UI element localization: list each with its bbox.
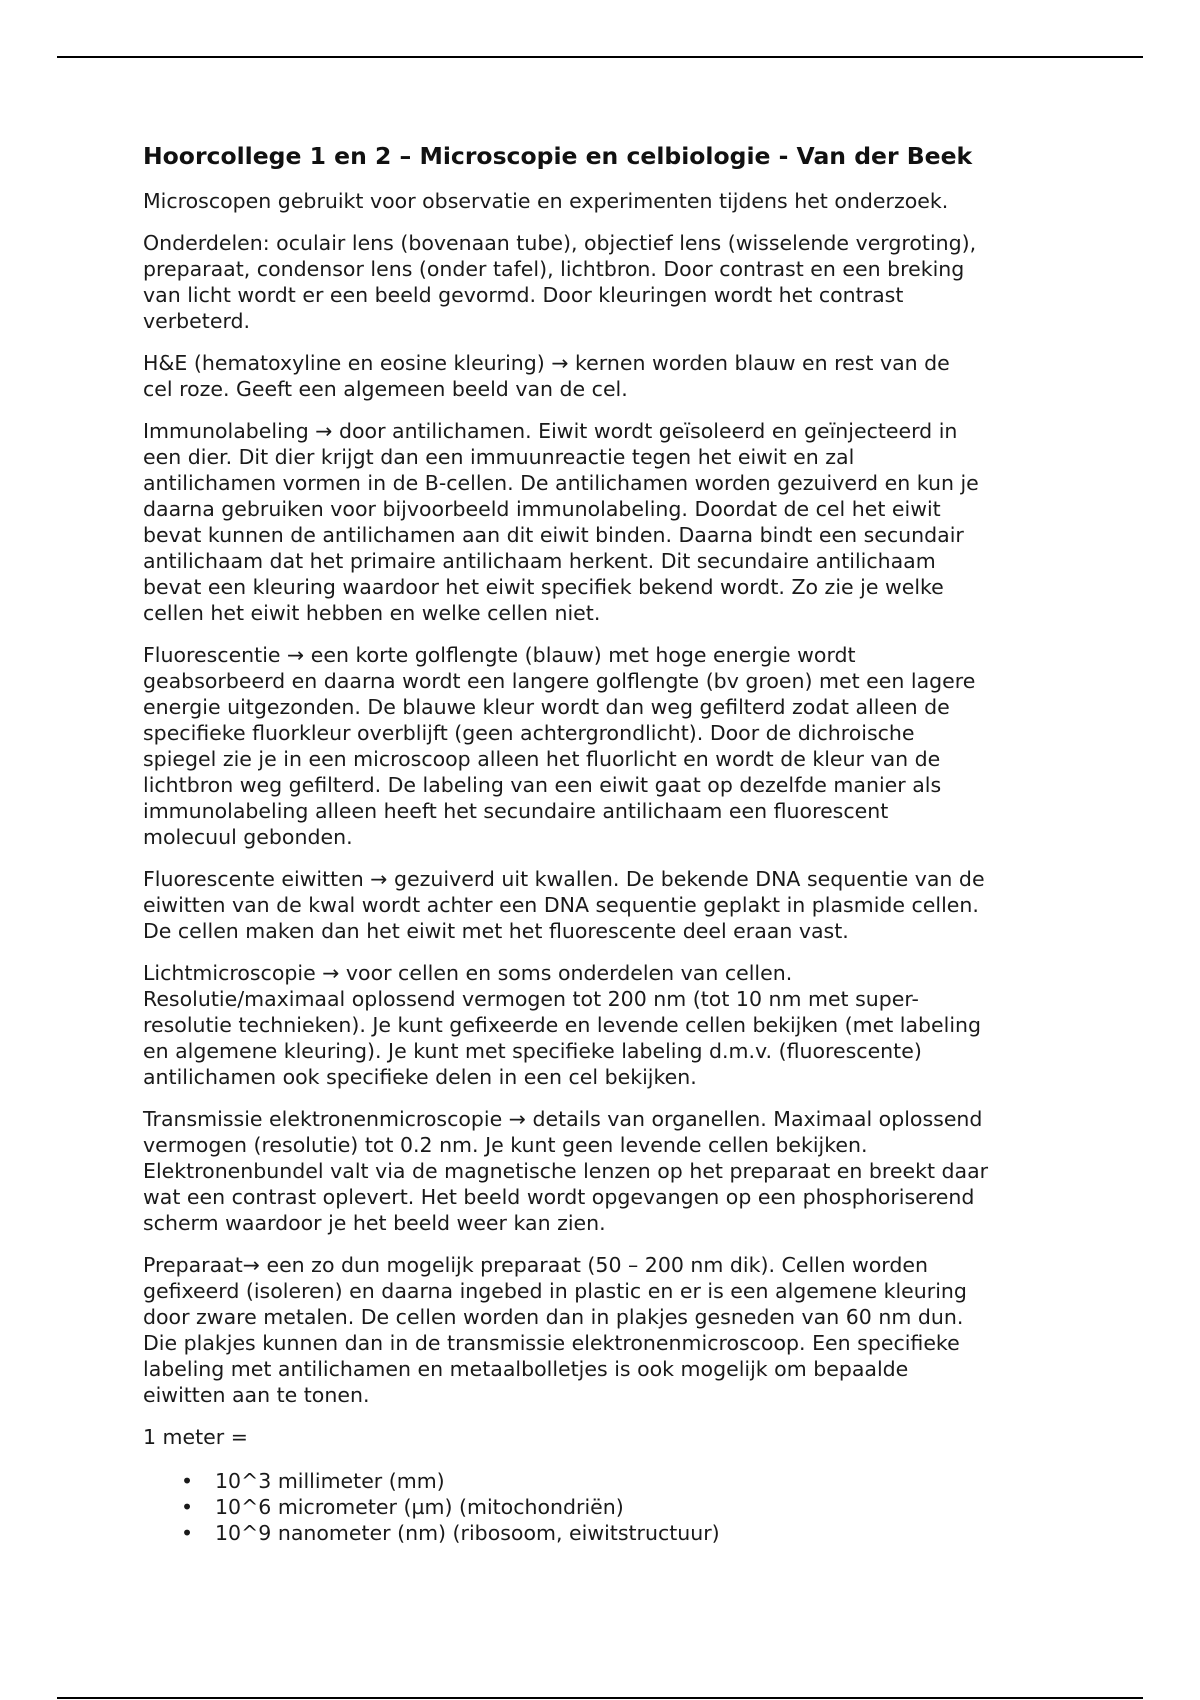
list-item: [181, 1494, 1063, 1520]
bullet-icon: •: [181, 1495, 194, 1519]
paragraph-lichtmicroscopie: Lichtmicroscopie → voor cellen en soms onderdelen van cellen. Resolutie/maximaal oplossend vermogen tot 200 nm (tot 10 nm met super- resolutie technieken). Je kunt gefixeerde en levende cellen bekijken (met labeling en algemene kleuring). Je kunt met specifieke labeling d.m.v. (fluorescente) antilichamen ook specifieke delen in een cel bekijken.: [143, 961, 982, 1089]
bullet-icon: •: [181, 1521, 194, 1545]
units-list: [143, 1468, 1063, 1546]
paragraph-transmissie-em: Transmissie elektronenmicroscopie → details van organellen. Maximaal oplossend vermogen (resolutie) tot 0.2 nm. Je kunt geen levende cellen bekijken. Elektronenbundel valt via de magnetische lenzen op het preparaat en breekt daar wat een contrast oplevert. Het beeld wordt opgevangen op een phosphoriserend scherm waardoor je het beeld weer kan zien.: [143, 1107, 989, 1235]
footer-rule: [57, 1697, 1143, 1699]
document-body: [143, 142, 1063, 1546]
paragraph-fluorescente-eiwitten: Fluorescente eiwitten → gezuiverd uit kwallen. De bekende DNA sequentie van de eiwitten van de kwal wordt achter een DNA sequentie geplakt in plasmide cellen. De cellen maken dan het eiwit met het fluorescente deel eraan vast.: [143, 867, 985, 943]
paragraph-he-kleuring: H&E (hematoxyline en eosine kleuring) → kernen worden blauw en rest van de cel roze. Geeft een algemeen beeld van de cel.: [143, 351, 950, 401]
list-item-text: 10^9 nanometer (nm) (ribosoom, eiwitstructuur): [215, 1521, 720, 1545]
paragraph-preparaat: Preparaat→ een zo dun mogelijk preparaat (50 – 200 nm dik). Cellen worden gefixeerd (isoleren) en daarna ingebed in plastic en er is een algemene kleuring door zware metalen. De cellen worden dan in plakjes gesneden van 60 nm dun. Die plakjes kunnen dan in de transmissie elektronenmicroscoop. Een specifieke labeling met antilichamen en metaalbolletjes is ook mogelijk om bepaalde eiwitten aan te tonen.: [143, 1253, 967, 1407]
bullet-icon: •: [181, 1469, 194, 1493]
paragraph-meter: 1 meter =: [143, 1425, 248, 1449]
paragraph-onderdelen: Onderdelen: oculair lens (bovenaan tube), objectief lens (wisselende vergroting), preparaat, condensor lens (onder tafel), lichtbron. Door contrast en een breking van licht wordt er een beeld gevormd. Door kleuringen wordt het contrast verbeterd.: [143, 231, 977, 333]
document-title: Hoorcollege 1 en 2 – Microscopie en celbiologie - Van der Beek: [143, 142, 973, 170]
list-item: [181, 1520, 1063, 1546]
paragraph-intro: Microscopen gebruikt voor observatie en experimenten tijdens het onderzoek.: [143, 189, 949, 213]
list-item-text: 10^6 micrometer (µm) (mitochondriën): [215, 1495, 624, 1519]
paragraph-fluorescentie: Fluorescentie → een korte golflengte (blauw) met hoge energie wordt geabsorbeerd en daarna wordt een langere golflengte (bv groen) met een lagere energie uitgezonden. De blauwe kleur wordt dan weg gefilterd zodat alleen de specifieke fluorkleur overblijft (geen achtergrondlicht). Door de dichroische spiegel zie je in een microscoop alleen het fluorlicht en wordt de kleur van de lichtbron weg gefilterd. De labeling van een eiwit gaat op dezelfde manier als immunolabeling alleen heeft het secundaire antilichaam een fluorescent molecuul gebonden.: [143, 643, 976, 849]
paragraph-immunolabeling: Immunolabeling → door antilichamen. Eiwit wordt geïsoleerd en geïnjecteerd in een dier. Dit dier krijgt dan een immuunreactie tegen het eiwit en zal antilichamen vormen in de B-cellen. De antilichamen worden gezuiverd en kun je daarna gebruiken voor bijvoorbeeld immunolabeling. Doordat de cel het eiwit bevat kunnen de antilichamen aan dit eiwit binden. Daarna bindt een secundair antilichaam dat het primaire antilichaam herkent. Dit secundaire antilichaam bevat een kleuring waardoor het eiwit specifiek bekend wordt. Zo zie je welke cellen het eiwit hebben en welke cellen niet.: [143, 419, 979, 625]
list-item: [181, 1468, 1063, 1494]
header-rule: [57, 56, 1143, 58]
list-item-text: 10^3 millimeter (mm): [215, 1469, 445, 1493]
